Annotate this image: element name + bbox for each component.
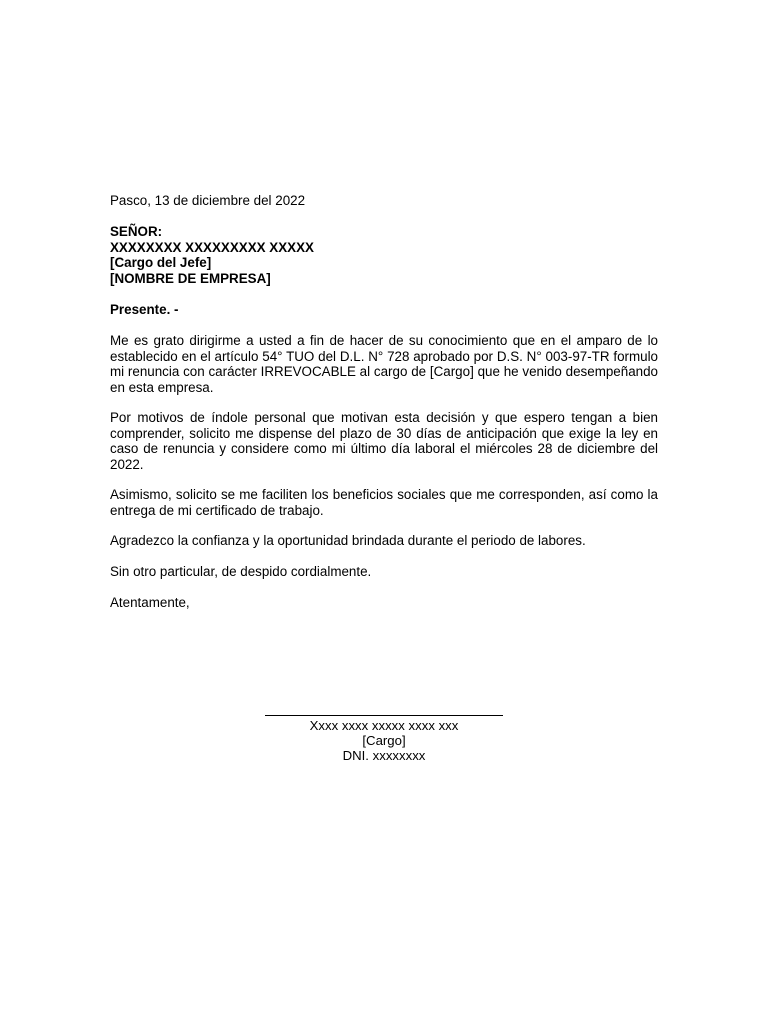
paragraph-farewell: Sin otro particular, de despido cordialmente. — [110, 564, 372, 579]
signature-dni: DNI. xxxxxxxx — [342, 748, 426, 763]
date-line: Pasco, 13 de diciembre del 2022 — [110, 193, 306, 208]
signature-line — [265, 715, 503, 716]
recipient-position: [Cargo del Jefe] — [110, 255, 212, 270]
recipient-salutation: SEÑOR: — [110, 224, 163, 239]
recipient-block — [110, 224, 658, 286]
paragraph-resignation: Me es grato dirigirme a usted a fin de hacer de su conocimiento que en el amparo de lo establecido en el artículo 54° TUO del D.L. N° 728 aprobado por D.S. N° 003-97-TR formulo mi renuncia con carácter IRREVOCABLE al cargo de [Cargo] que he venido desempeñando en esta empresa. — [110, 333, 658, 395]
greeting: Presente. - — [110, 302, 179, 317]
paragraph-thanks: Agradezco la confianza y la oportunidad brindada durante el periodo de labores. — [110, 533, 586, 548]
signature-role: [Cargo] — [362, 733, 406, 748]
recipient-name: XXXXXXXX XXXXXXXXX XXXXX — [110, 239, 314, 255]
signature-name: Xxxx xxxx xxxxx xxxx xxx — [309, 718, 459, 733]
closing: Atentamente, — [110, 595, 190, 610]
paragraph-benefits: Asimismo, solicito se me faciliten los beneficios sociales que me corresponden, así como la entrega de mi certificado de trabajo. — [110, 487, 658, 518]
paragraph-notice-waiver: Por motivos de índole personal que motivan esta decisión y que espero tengan a bien comprender, solicito me dispense del plazo de 30 días de anticipación que exige la ley en caso de renuncia y considere como mi último día laboral el miércoles 28 de diciembre del 2022. — [110, 410, 658, 472]
recipient-company: [NOMBRE DE EMPRESA] — [110, 270, 271, 286]
